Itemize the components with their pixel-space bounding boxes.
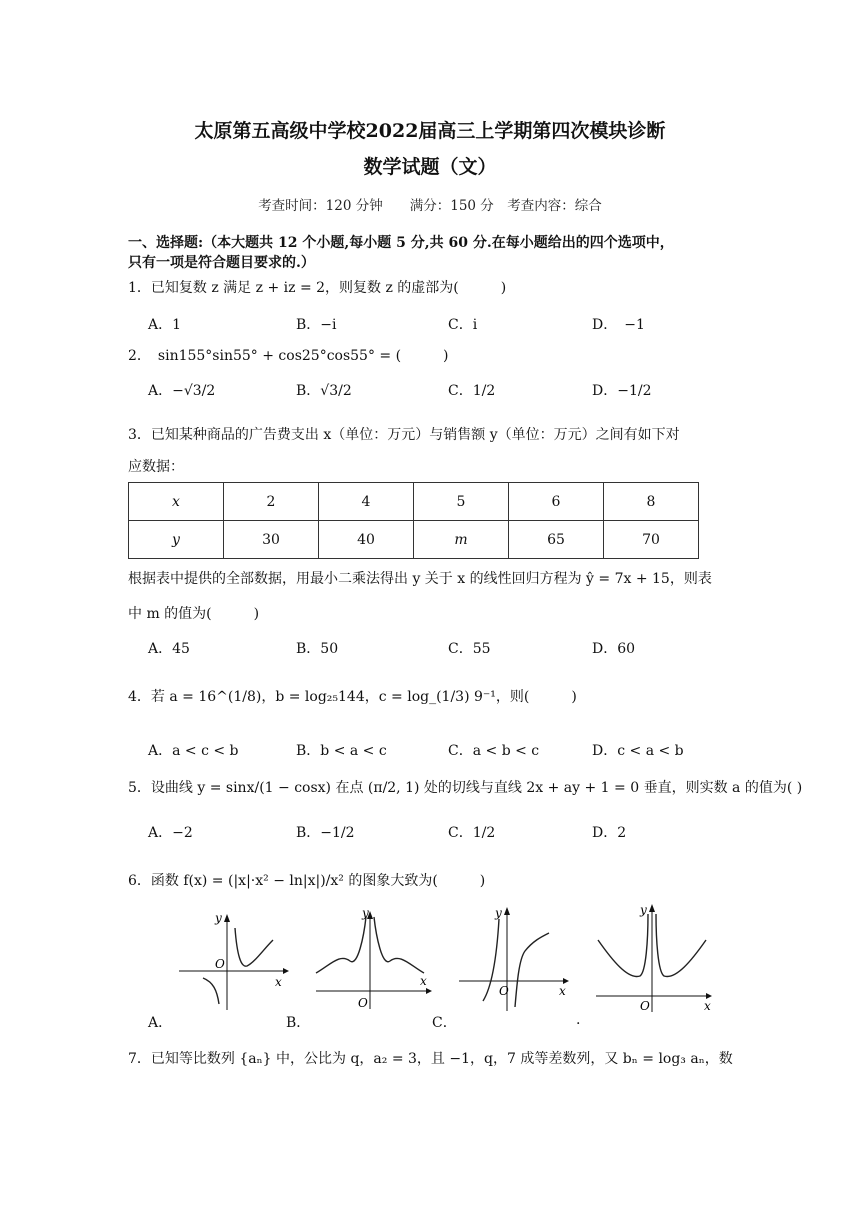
q6-option-d: . — [576, 1012, 581, 1028]
q5-option-b: B．−1/2 — [296, 825, 355, 841]
q3-option-a: A．45 — [148, 641, 190, 657]
q1-option-c: C．i — [448, 317, 478, 333]
question-1: 1．已知复数 z 满足 z + iz = 2，则复数 z 的虚部为( ) — [128, 280, 507, 296]
question-4: 4．若 a = 16^(1/8)，b = log₂₅144，c = log_(1/3) 9⁻¹，则( ) — [128, 689, 577, 705]
graph-c-origin: O — [499, 984, 509, 998]
q5-option-d: D．2 — [592, 825, 627, 841]
q6-option-b: B． — [286, 1015, 311, 1031]
question-3-line2: 应数据： — [128, 459, 184, 475]
table-cell: 40 — [319, 521, 414, 559]
graph-d-y-label: y — [640, 903, 647, 917]
q4-option-a: A．a < c < b — [148, 743, 239, 759]
q5-option-b-value: −1/2 — [320, 825, 355, 841]
section-heading: 一、选择题:（本大题共 12 个小题,每小题 5 分,共 60 分.在每小题给出的四个选项中， — [128, 235, 674, 251]
graph-a-y-label: y — [215, 911, 222, 925]
question-3-line1: 3．已知某种商品的广告费支出 x（单位：万元）与销售额 y（单位：万元）之间有如下对 — [128, 427, 680, 443]
q3-option-b: B．50 — [296, 641, 339, 657]
q2-option-a-value: −√3/2 — [172, 383, 216, 399]
q6-option-a: A． — [148, 1015, 173, 1031]
q5-option-c-value: 1/2 — [472, 825, 496, 841]
graph-b-x-label: x — [420, 974, 427, 988]
q4-option-d: D．c < a < b — [592, 743, 684, 759]
graph-option-c — [455, 903, 575, 1015]
q5-option-c: C．1/2 — [448, 825, 496, 841]
q2-option-d-value: −1/2 — [617, 383, 652, 399]
question-5: 5．设曲线 y = sinx/(1 − cosx) 在点 (π/2, 1) 处的切线与直线 2x + ay + 1 = 0 垂直，则实数 a 的值为( ) — [128, 780, 803, 796]
graph-c-y-label: y — [495, 906, 502, 920]
section-heading-cont: 只有一项是符合题目要求的.） — [128, 255, 315, 271]
table-cell: 65 — [509, 521, 604, 559]
graph-b-origin: O — [358, 996, 368, 1010]
q3-option-c: C．55 — [448, 641, 491, 657]
question-7: 7．已知等比数列 {aₙ} 中，公比为 q，a₂ = 3，且 −1，q，7 成等差数列，又 bₙ = log₃ aₙ，数 — [128, 1051, 733, 1067]
table-cell: 30 — [224, 521, 319, 559]
exam-title-line1: 太原第五高级中学校2022届高三上学期第四次模块诊断 — [194, 120, 666, 142]
graph-a-origin: O — [215, 957, 225, 971]
q1-option-b: B．−i — [296, 317, 337, 333]
question-2: 2． sin155°sin55° + cos25°cos55° = ( ) — [128, 348, 449, 364]
table-cell: 8 — [604, 483, 699, 521]
data-table — [128, 482, 699, 559]
graph-option-a — [175, 910, 295, 1015]
q2-option-b-value: √3/2 — [320, 383, 352, 399]
graph-d-x-label: x — [704, 999, 711, 1013]
graph-b-y-label: y — [362, 906, 369, 920]
table-cell: 6 — [509, 483, 604, 521]
table-row — [129, 521, 699, 559]
q2-option-b: B．√3/2 — [296, 383, 352, 399]
table-cell: 2 — [224, 483, 319, 521]
question-3-line3: 根据表中提供的全部数据，用最小二乘法得出 y 关于 x 的线性回归方程为 ŷ = 7x + 15，则表 — [128, 571, 712, 587]
q4-option-c: C．a < b < c — [448, 743, 540, 759]
table-cell: x — [129, 483, 224, 521]
table-cell: 4 — [319, 483, 414, 521]
graph-a-x-label: x — [275, 975, 282, 989]
q4-option-b: B．b < a < c — [296, 743, 387, 759]
q2-option-a: A．−√3/2 — [148, 383, 216, 399]
q5-option-a: A．−2 — [148, 825, 193, 841]
table-cell: y — [129, 521, 224, 559]
table-cell: m — [414, 521, 509, 559]
q6-option-c: C． — [432, 1015, 457, 1031]
question-3-line4: 中 m 的值为( ) — [128, 606, 260, 622]
q3-option-d: D．60 — [592, 641, 636, 657]
q1-option-d: D． −1 — [592, 317, 645, 333]
q2-option-c: C．1/2 — [448, 383, 496, 399]
exam-title-line2: 数学试题（文） — [363, 156, 497, 178]
table-cell: 70 — [604, 521, 699, 559]
q1-option-a: A．1 — [148, 317, 182, 333]
exam-meta: 考查时间：120 分钟 满分：150 分 考查内容：综合 — [258, 198, 602, 214]
question-6: 6．函数 f(x) = (|x|·x² − ln|x|)/x² 的图象大致为( ) — [128, 873, 486, 889]
graph-option-d — [592, 900, 722, 1015]
q2-option-d: D．−1/2 — [592, 383, 652, 399]
graph-option-b — [312, 905, 437, 1015]
graph-c-x-label: x — [559, 984, 566, 998]
table-row — [129, 483, 699, 521]
graph-d-origin: O — [640, 999, 650, 1013]
q2-option-c-value: 1/2 — [472, 383, 496, 399]
table-cell: 5 — [414, 483, 509, 521]
